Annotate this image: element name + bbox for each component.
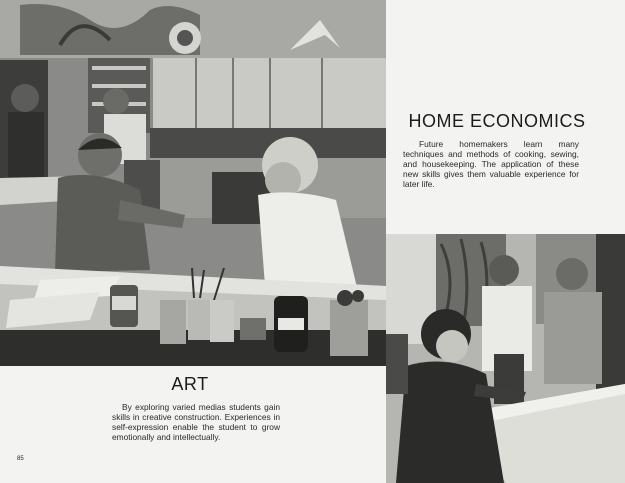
home-economics-caption: Future homemakers learn many techniques and methods of cooking, sewing, and housekeeping. The application of these new skills gives them valuable experience for later life. — [403, 139, 579, 189]
art-classroom-photo — [0, 0, 386, 366]
home-economics-heading: HOME ECONOMICS — [408, 111, 586, 131]
art-caption: By exploring varied medias students gain skills in creative construction. Experiences in self-expression enable the student to grow emotionally and intellectually. — [112, 402, 280, 442]
page-number: 85 — [17, 456, 24, 462]
art-heading: ART — [171, 374, 209, 394]
home-economics-photo — [386, 234, 625, 483]
art-photo-drawing — [0, 0, 386, 366]
home-economics-photo-drawing — [386, 234, 625, 483]
